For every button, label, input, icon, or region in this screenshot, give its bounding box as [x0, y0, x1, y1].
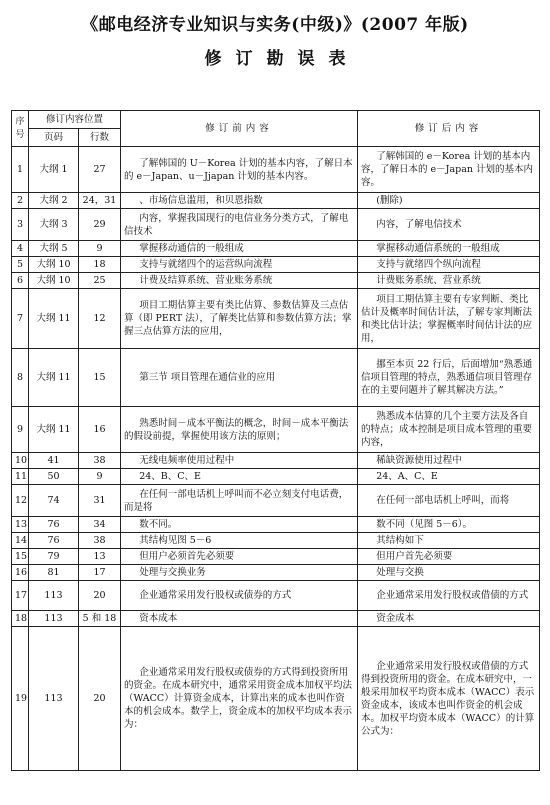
- row-page: 大纲 11: [29, 407, 79, 453]
- table-row: [12, 273, 540, 289]
- row-after: 内容，了解电信技术: [358, 209, 540, 241]
- row-line: 34: [79, 517, 121, 533]
- row-page: 大纲 11: [29, 349, 79, 407]
- row-line: 24，31: [79, 193, 121, 209]
- row-before: 第三节 项目管理在通信业的应用: [121, 349, 358, 407]
- row-seq: 9: [12, 407, 29, 453]
- row-before: 、市场信息滥用，和贝恩指数: [121, 193, 358, 209]
- header-after: 修订后内容: [358, 111, 540, 147]
- row-before: 计费及结算系统、营业账务系统: [121, 273, 358, 289]
- row-before: 支持与就绪四个的运营纵向流程: [121, 257, 358, 273]
- row-after: 其结构如下: [358, 533, 540, 549]
- row-before: 其结构见图 5－6: [121, 533, 358, 549]
- row-page: 41: [29, 453, 79, 469]
- row-page: 大纲 10: [29, 273, 79, 289]
- row-before: 无线电频率使用过程中: [121, 453, 358, 469]
- row-before: 资本成本: [121, 611, 358, 627]
- table-row: [12, 407, 540, 453]
- table-row: [12, 549, 540, 565]
- row-after: 计费账务系统、营业系统: [358, 273, 540, 289]
- row-page: 大纲 10: [29, 257, 79, 273]
- header-seq: 序号: [12, 111, 29, 147]
- row-seq: 8: [12, 349, 29, 407]
- row-seq: 14: [12, 533, 29, 549]
- row-page: 76: [29, 517, 79, 533]
- row-line: 12: [79, 289, 121, 349]
- row-after: 熟悉成本估算的几个主要方法及各自的特点；成本控制是项目成本管理的重要内容，: [358, 407, 540, 453]
- table-row: [12, 453, 540, 469]
- row-line: 16: [79, 407, 121, 453]
- errata-table: [11, 110, 540, 771]
- row-line: 27: [79, 147, 121, 193]
- row-line: 38: [79, 453, 121, 469]
- table-row: [12, 469, 540, 485]
- row-seq: 6: [12, 273, 29, 289]
- row-after: 挪至本页 22 行后，后面增加“熟悉通信项目管理的特点，熟悉通信项目管理存在的主要问题并了解其解决方法。”: [358, 349, 540, 407]
- table-row: [12, 517, 540, 533]
- row-seq: 11: [12, 469, 29, 485]
- errata-table-body: [12, 147, 540, 771]
- row-page: 79: [29, 549, 79, 565]
- row-after: 企业通常采用发行股权或借债的方式: [358, 581, 540, 611]
- row-line: 9: [79, 469, 121, 485]
- row-before: 了解韩国的 U－Korea 计划的基本内容，了解日本的 e－Japan、u－Jjapan 计划的基本内容。: [121, 147, 358, 193]
- row-line: 38: [79, 533, 121, 549]
- header-line: 行数: [79, 129, 121, 147]
- row-line: 5 和 18: [79, 611, 121, 627]
- row-after: 数不同（见图 5－6）。: [358, 517, 540, 533]
- row-page: 大纲 5: [29, 241, 79, 257]
- table-row: [12, 611, 540, 627]
- table-row: [12, 147, 540, 193]
- row-after: 处理与交换: [358, 565, 540, 581]
- row-line: 20: [79, 581, 121, 611]
- table-row: [12, 485, 540, 517]
- table-row: [12, 241, 540, 257]
- row-before: 企业通常采用发行股权或债券的方式: [121, 581, 358, 611]
- row-seq: 7: [12, 289, 29, 349]
- row-after: 资金成本: [358, 611, 540, 627]
- row-before: 项目工期估算主要有类比估算、参数估算及三点估算（即 PERT 法），了解类比估算和参数估算方法；掌握三点估算方法的应用，: [121, 289, 358, 349]
- row-line: 17: [79, 565, 121, 581]
- row-after: 稀缺资源使用过程中: [358, 453, 540, 469]
- row-page: 大纲 3: [29, 209, 79, 241]
- row-after: 在任何一部电话机上呼叫，而将: [358, 485, 540, 517]
- row-after: 支持与就绪四个纵向流程: [358, 257, 540, 273]
- row-before: 掌握移动通信的一般组成: [121, 241, 358, 257]
- row-line: 15: [79, 349, 121, 407]
- row-page: 大纲 2: [29, 193, 79, 209]
- row-before: 24、B、C、E: [121, 469, 358, 485]
- header-location: 修订内容位置: [29, 111, 121, 129]
- row-page: 大纲 1: [29, 147, 79, 193]
- row-before: 企业通常采用发行股权或债券的方式得到投资所用的资金。在成本研究中，通常采用资金成本加权平均法（WACC）计算资金成本，计算出来的成本也叫作资本的机会成本。数学上，资金成本的加权平均成本表示为：: [121, 627, 358, 771]
- row-seq: 10: [12, 453, 29, 469]
- table-row: [12, 257, 540, 273]
- table-row: [12, 581, 540, 611]
- row-after: (删除): [358, 193, 540, 209]
- row-after: 掌握移动通信系统的一般组成: [358, 241, 540, 257]
- row-line: 31: [79, 485, 121, 517]
- header-before: 修订前内容: [121, 111, 358, 147]
- header-page: 页码: [29, 129, 79, 147]
- row-seq: 13: [12, 517, 29, 533]
- row-after: 企业通常采用发行股权或借债的方式得到投资所用的资金。在成本研究中，一般采用加权平均资本成本（WACC）表示资金成本，该成本也叫作资金的机会成本。加权平均资本成本（WACC）的计算公式为：: [358, 627, 540, 771]
- row-after: 项目工期估算主要有专家判断、类比估计及概率时间估计法，了解专家判断法和类比估计法；掌握概率时间估计法的应用，: [358, 289, 540, 349]
- row-line: 18: [79, 257, 121, 273]
- row-seq: 15: [12, 549, 29, 565]
- table-row: [12, 627, 540, 771]
- row-page: 74: [29, 485, 79, 517]
- table-row: [12, 289, 540, 349]
- row-line: 20: [79, 627, 121, 771]
- row-line: 9: [79, 241, 121, 257]
- row-before: 处理与交换业务: [121, 565, 358, 581]
- row-before: 但用户必须首先必须要: [121, 549, 358, 565]
- table-row: [12, 193, 540, 209]
- row-line: 25: [79, 273, 121, 289]
- table-row: [12, 209, 540, 241]
- row-seq: 5: [12, 257, 29, 273]
- row-page: 76: [29, 533, 79, 549]
- row-seq: 12: [12, 485, 29, 517]
- row-after: 24、A、C、E: [358, 469, 540, 485]
- row-seq: 1: [12, 147, 29, 193]
- row-after: 但用户首先必须要: [358, 549, 540, 565]
- table-row: [12, 565, 540, 581]
- row-seq: 17: [12, 581, 29, 611]
- row-page: 81: [29, 565, 79, 581]
- row-seq: 16: [12, 565, 29, 581]
- row-seq: 2: [12, 193, 29, 209]
- row-before: 熟悉时间－成本平衡法的概念，时间－成本平衡法的假设前提，掌握使用该方法的原则；: [121, 407, 358, 453]
- row-page: 113: [29, 627, 79, 771]
- table-row: [12, 349, 540, 407]
- row-before: 数不同。: [121, 517, 358, 533]
- row-seq: 3: [12, 209, 29, 241]
- row-seq: 18: [12, 611, 29, 627]
- row-seq: 4: [12, 241, 29, 257]
- table-row: [12, 533, 540, 549]
- row-before: 内容，掌握我国现行的电信业务分类方式，了解电信技术: [121, 209, 358, 241]
- row-line: 13: [79, 549, 121, 565]
- row-page: 大纲 11: [29, 289, 79, 349]
- row-line: 29: [79, 209, 121, 241]
- document-title: 《邮电经济专业知识与实务(中级)》(2007 年版): [81, 15, 469, 35]
- document-subtitle: 修订勘误表: [204, 49, 360, 69]
- row-before: 在任何一部电话机上呼叫而不必立刻支付电话费，而是将: [121, 485, 358, 517]
- row-page: 113: [29, 611, 79, 627]
- row-seq: 19: [12, 627, 29, 771]
- errata-table-header: [12, 111, 540, 147]
- row-page: 50: [29, 469, 79, 485]
- row-page: 113: [29, 581, 79, 611]
- row-after: 了解韩国的 e－Korea 计划的基本内容，了解日本的 e－Japan 计划的基本内容。: [358, 147, 540, 193]
